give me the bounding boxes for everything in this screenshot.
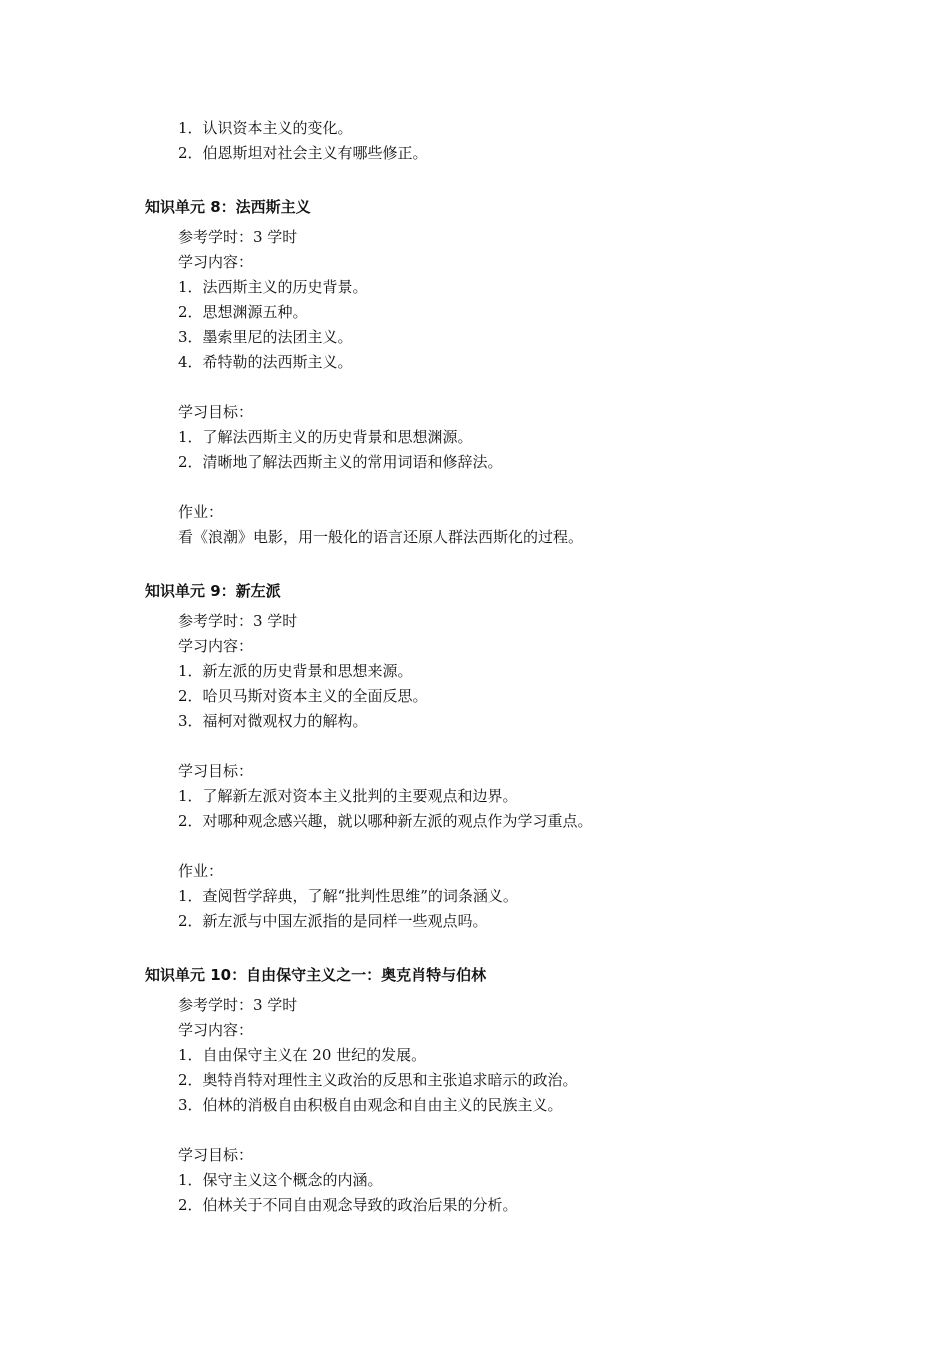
unit8-title: 知识单元 8：法西斯主义	[145, 198, 311, 216]
unit8-content-item: 3．墨索里尼的法团主义。	[178, 328, 353, 346]
unit8-homework-label: 作业：	[178, 503, 224, 521]
unit10-content-item: 3．伯林的消极自由积极自由观念和自由主义的民族主义。	[178, 1096, 563, 1114]
unit9-hours: 参考学时：3 学时	[178, 612, 298, 630]
unit9-content-item: 1．新左派的历史背景和思想来源。	[178, 662, 413, 680]
unit9-goal-item: 1．了解新左派对资本主义批判的主要观点和边界。	[178, 787, 518, 805]
unit10-title: 知识单元 10：自由保守主义之一：奥克肖特与伯林	[145, 966, 487, 984]
unit10-content-label: 学习内容：	[178, 1021, 254, 1039]
intro-item: 1．认识资本主义的变化。	[178, 119, 353, 137]
unit8-content-label: 学习内容：	[178, 253, 254, 271]
unit8-content-item: 1．法西斯主义的历史背景。	[178, 278, 368, 296]
unit8-hours: 参考学时：3 学时	[178, 228, 298, 246]
unit8-goal-item: 2．清晰地了解法西斯主义的常用词语和修辞法。	[178, 453, 503, 471]
unit10-goal-item: 2．伯林关于不同自由观念导致的政治后果的分析。	[178, 1196, 518, 1214]
unit10-goals-label: 学习目标：	[178, 1146, 254, 1164]
intro-item: 2．伯恩斯坦对社会主义有哪些修正。	[178, 144, 428, 162]
unit10-goal-item: 1．保守主义这个概念的内涵。	[178, 1171, 383, 1189]
unit8-content-item: 2．思想渊源五种。	[178, 303, 308, 321]
unit9-homework-item: 2．新左派与中国左派指的是同样一些观点吗。	[178, 912, 488, 930]
unit8-homework-item: 看《浪潮》电影，用一般化的语言还原人群法西斯化的过程。	[178, 528, 584, 546]
unit9-content-label: 学习内容：	[178, 637, 254, 655]
unit9-content-item: 2．哈贝马斯对资本主义的全面反思。	[178, 687, 428, 705]
unit10-content-item: 1．自由保守主义在 20 世纪的发展。	[178, 1046, 427, 1064]
unit9-content-item: 3．福柯对微观权力的解构。	[178, 712, 368, 730]
unit9-goals-label: 学习目标：	[178, 762, 254, 780]
unit9-homework-item: 1．查阅哲学辞典，了解“批判性思维”的词条涵义。	[178, 887, 518, 905]
unit9-goal-item: 2．对哪种观念感兴趣，就以哪种新左派的观点作为学习重点。	[178, 812, 593, 830]
unit8-content-item: 4．希特勒的法西斯主义。	[178, 353, 353, 371]
unit10-hours: 参考学时：3 学时	[178, 996, 298, 1014]
unit10-content-item: 2．奥特肖特对理性主义政治的反思和主张追求暗示的政治。	[178, 1071, 578, 1089]
unit9-homework-label: 作业：	[178, 862, 224, 880]
unit8-goal-item: 1．了解法西斯主义的历史背景和思想渊源。	[178, 428, 473, 446]
unit9-title: 知识单元 9：新左派	[145, 582, 281, 600]
unit8-goals-label: 学习目标：	[178, 403, 254, 421]
